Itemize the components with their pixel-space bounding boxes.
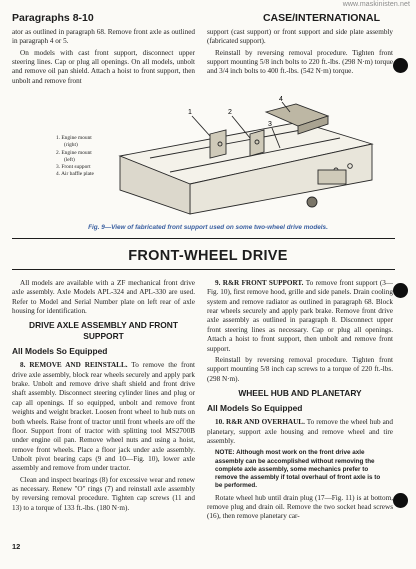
- legend-item: 2. Engine mount: [56, 149, 92, 156]
- figure-caption: Fig. 9—View of fabricated front support used on some two-wheel drive models.: [88, 224, 328, 231]
- callout-leader-1: [192, 116, 210, 136]
- paragraph-8: [12, 361, 195, 473]
- paragraph-8-continued: Clean and inspect bearings (8) for excessive wear and renew as necessary. Renew "O" rings (7) and reinstall axle assembly by reversing removal procedure. Tighten cap screws (11 and 13) to a torque of 133 ft.-lbs. (180 N·m).: [12, 475, 195, 512]
- top-right-column: [207, 28, 393, 79]
- paragraph-range-header: Paragraphs 8-10: [12, 12, 94, 24]
- paragraph-9-continued: Reinstall by reversing removal procedure. Tighten front support mounting 5/8 inch cap screws to a torque of 220 ft.-lbs. (298 N·m).: [207, 355, 393, 383]
- paragraph-9-text: To remove front support (3—Fig. 10), first remove hood, grille and side panels. Drain cooling system and remove radiator as outlined in paragraph 68. Block rear wheels securely and apply park brake. Remove front drive axle assembly as outlined in paragraph 8. Disconnect upper front steering lines as necessary. Cap or plug all openings. Attach a hoist to front support, then unbolt and remove front support.: [207, 279, 393, 353]
- legend-item: (left): [64, 156, 75, 163]
- paragraph-10-text: To remove the wheel hub and planetary, support axle housing and remove wheel and tire assembly.: [207, 418, 393, 446]
- subsection-heading: DRIVE AXLE ASSEMBLY AND FRONT SUPPORT: [29, 320, 178, 341]
- body-paragraph: Reinstall by reversing removal procedure. Tighten front support mounting 5/8 inch bolts to 220 ft.-lbs. (298 N·m) torque and 3/4 inch bolts to 400 ft.-lbs. (542 N·m) torque.: [207, 48, 393, 76]
- body-paragraph: On models with cast front support, disconnect upper steering lines. Cap or plug all openings. On all models, unbolt and remove oil pan shield. Attach a hoist to front support, then unbolt and remove front: [12, 48, 195, 85]
- paragraph-10-lead: 10. R&R AND OVERHAUL.: [215, 418, 305, 427]
- body-paragraph: support (cast support) or front support and side plate assembly (fabricated support).: [207, 28, 393, 46]
- front-support-bracket: [318, 170, 346, 184]
- page-number: 12: [12, 542, 21, 551]
- note-block: NOTE: Although most work on the front drive axle assembly can be accomplished without removing the complete axle assembly, some mechanics prefer to remove the assembly if total overhaul of front axle is to be performed.: [215, 449, 381, 489]
- engine-mount-left: [250, 130, 264, 156]
- legend-item: 4. Air baffle plate: [56, 171, 94, 178]
- bottom-left-column: [12, 279, 195, 515]
- paragraph-10-continued: Rotate wheel hub until drain plug (17—Fig. 11) is at bottom, remove plug and drain oil. Remove the two socket head screws (16), then remove planetary car-: [207, 493, 393, 521]
- legend-item: (right): [64, 142, 78, 149]
- paragraph-10: [207, 418, 393, 446]
- section-divider: [12, 238, 395, 239]
- bottom-right-column: [207, 279, 393, 524]
- body-paragraph: ator as outlined in paragraph 68. Remove front axle as outlined in paragraph 4 or 5.: [12, 28, 195, 46]
- section-divider: [12, 269, 395, 270]
- paragraph-8-lead: 8. REMOVE AND REINSTALL.: [20, 361, 128, 370]
- callout-label: 1: [188, 109, 192, 116]
- callout-label: 3: [268, 121, 272, 128]
- legend-item: 1. Engine mount: [56, 135, 92, 141]
- callout-label: 4: [279, 96, 283, 103]
- binder-hole-icon: [393, 493, 408, 508]
- paragraph-9-lead: 9. R&R FRONT SUPPORT.: [215, 279, 304, 287]
- model-heading: All Models So Equipped: [12, 346, 108, 357]
- legend-item: 3. Front support: [56, 164, 91, 171]
- subsection-heading: WHEEL HUB AND PLANETARY: [238, 387, 362, 398]
- figure-legend: [56, 135, 128, 179]
- intro-paragraph: All models are available with a ZF mechanical front drive axle assembly. Axle Models APL-324 and APL-330 are used. Refer to Model and Serial Number plate on left rear of axle housing for identification.: [12, 279, 195, 316]
- callout-label: 2: [228, 109, 232, 116]
- binder-hole-icon: [393, 58, 408, 73]
- watermark: www.maskinisten.net: [342, 1, 410, 8]
- section-title: FRONT-WHEEL DRIVE: [128, 248, 288, 264]
- support-pivot: [307, 197, 317, 207]
- paragraph-8-text: To remove the front drive axle assembly, block rear wheels securely and apply park brake. Unbolt and remove drive shaft shield and front drive shaft assembly. Disconnect steering cylinder lines and plug or cap all openings. If so equipped, unbolt and remove front weights and weight bracket. Loosen front wheel to hub nuts on both wheels. Raise front of tractor until front wheels are off the floor. Support front of tractor with splitting tool MS2700B under engine oil pan. Remove wheel nuts and using a hoist, remove front wheels. Place a floor jack under axle assembly. Unbolt pivot bearing caps (9 and 10—Fig. 10), lower axle assembly and remove from under tractor.: [12, 361, 196, 473]
- binder-hole-icon: [393, 283, 408, 298]
- paragraph-9: [207, 279, 393, 354]
- top-left-column: [12, 28, 195, 88]
- model-heading: All Models So Equipped: [207, 403, 303, 414]
- publisher-header: CASE/INTERNATIONAL: [262, 12, 380, 24]
